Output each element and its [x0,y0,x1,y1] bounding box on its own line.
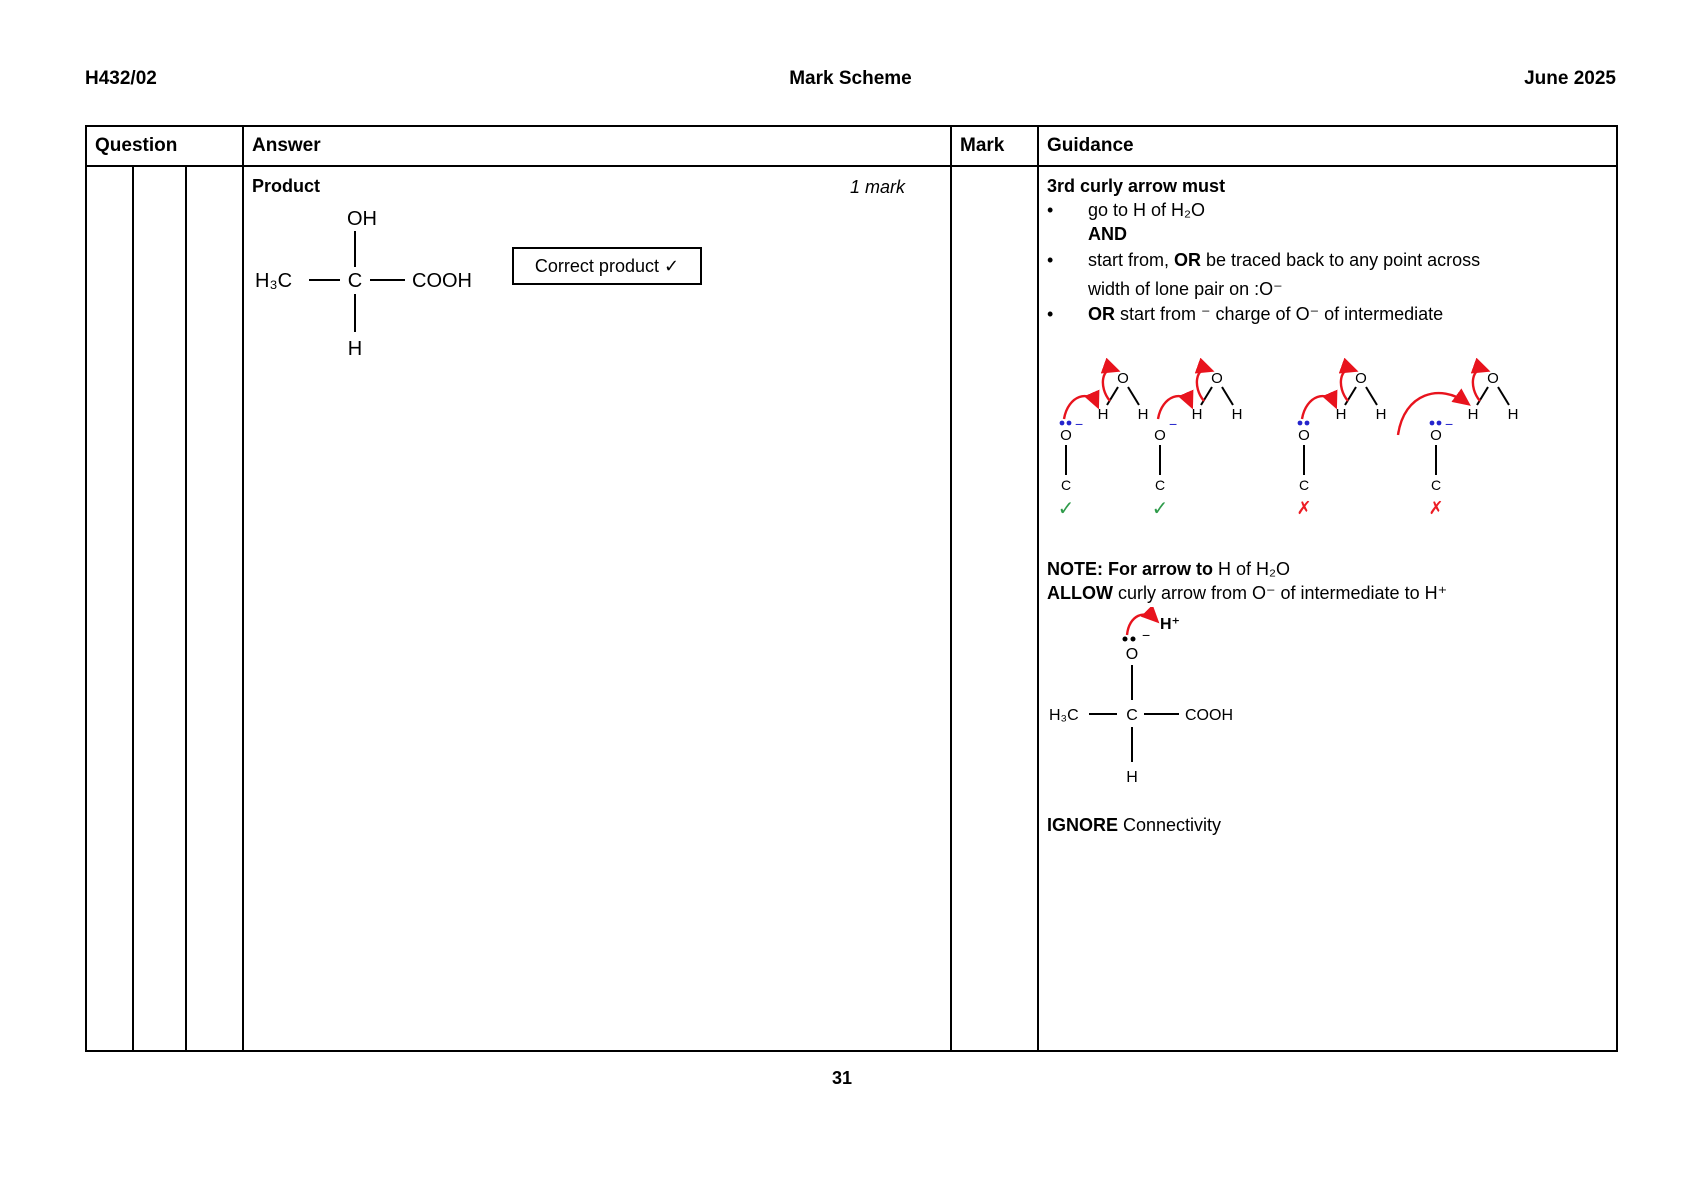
atom-H-label: H [1335,406,1347,423]
answer-mark-note: 1 mark [849,177,905,197]
col-header-guidance: Guidance [1038,126,1617,166]
mechanism-example-1 [1058,369,1149,520]
mark-scheme-table [85,125,1618,1052]
col-header-question: Question [86,126,243,166]
mechanism-example-4 [1398,369,1518,518]
curly-arrow-examples-diagram [1042,337,1607,522]
atom-O-label: O [1154,427,1166,444]
atom-O-label: O [1487,370,1499,387]
curly-arrow [1197,369,1210,401]
atom-H-label: H [1231,406,1243,423]
answer-product-label: Product [252,176,321,196]
question-subpart-cell [186,166,243,1051]
atom-h-label: H [1126,769,1138,786]
curly-arrow [1302,396,1335,419]
bond-line [1366,387,1377,405]
lone-pair-dot [1067,421,1072,426]
atom-H-label: H [1467,406,1479,423]
bullet-glyph: • [1047,304,1054,324]
atom-cooh-label: COOH [412,270,472,292]
guidance-bullet-2 [1047,250,1480,271]
correct-product-box [512,247,702,285]
atom-cooh-label: COOH [1185,707,1233,724]
atom-C-label: C [1060,477,1072,493]
guidance-bullet-2-text: start from, OR be traced back to any point across [1088,250,1481,270]
bond-line [1498,387,1509,405]
bond-line [1128,387,1139,405]
allowed-intermediate-diagram [1047,607,1317,807]
lone-pair-dot [1060,421,1065,426]
bond-line [1345,387,1356,405]
correct-product-box-label: Correct product ✓ [534,255,680,276]
atom-O-label: O [1211,370,1223,387]
product-structure-diagram [252,197,732,437]
atom-H-label: H [1097,406,1109,423]
curly-arrow [1103,369,1116,401]
guidance-note-line: NOTE: For arrow to H of H₂O [1047,559,1291,579]
guidance-cell [1038,166,1617,1051]
atom-h3c-label: H₃C [1049,707,1079,724]
question-number-cell [86,166,133,1051]
doc-header [85,68,1616,92]
guidance-bullet-3-text: OR start from ⁻ charge of O⁻ of intermediate [1088,304,1444,324]
mechanism-example-2 [1152,369,1243,520]
bond-line [1477,387,1488,405]
atom-O-label: O [1430,427,1442,444]
guidance-ignore-line: IGNORE Connectivity [1047,815,1222,835]
question-part-cell [133,166,186,1051]
minus-charge: − [1142,627,1151,643]
curly-arrow [1473,369,1486,401]
atom-O-label: O [1298,427,1310,444]
verdict-cross: ✗ [1428,498,1444,518]
verdict-cross: ✗ [1296,498,1312,518]
lone-pair-dot [1437,421,1442,426]
guidance-bullet-1 [1047,200,1205,221]
bond-line [1107,387,1118,405]
bond-line [1222,387,1233,405]
atom-C-label: C [1154,477,1166,493]
atom-O-label: O [1355,370,1367,387]
minus-charge: − [1169,416,1178,432]
minus-charge: − [1445,416,1454,432]
answer-cell [243,166,951,1051]
col-header-mark: Mark [951,126,1038,166]
lone-pair-dot [1123,637,1128,642]
atom-h3c-label: H₃C [255,270,293,292]
bond-line [1201,387,1212,405]
atom-c-label: C [347,270,363,292]
atom-H-label: H [1507,406,1519,423]
lone-pair-dot [1430,421,1435,426]
doc-code: H432/02 [85,68,157,89]
atom-C-label: C [1298,477,1310,493]
lone-pair-dot [1131,637,1136,642]
verdict-check: ✓ [1151,498,1169,520]
atom-O-label: O [1117,370,1129,387]
atom-H-label: H [1137,406,1149,423]
bullet-glyph: • [1047,250,1054,270]
atom-H-label: H [1191,406,1203,423]
doc-title: Mark Scheme [789,68,912,89]
atom-oh-label: OH [347,208,377,230]
guidance-bullet-3 [1047,304,1443,325]
minus-charge: − [1075,416,1084,432]
atom-c-label: C [1126,707,1138,724]
atom-O-label: O [1125,646,1139,663]
table-body-row [86,166,1617,1051]
atom-H-label: H [1375,406,1387,423]
mark-cell [951,166,1038,1051]
table-header-row [86,126,1617,166]
guidance-bullet-1-text: go to H of H₂O [1088,200,1206,220]
page-number: 31 [831,1068,853,1088]
h-plus-label: H⁺ [1160,616,1180,633]
guidance-heading: 3rd curly arrow must [1047,176,1226,196]
curly-arrow [1341,369,1354,401]
guidance-and: AND [1088,224,1127,244]
verdict-check: ✓ [1057,498,1075,520]
col-header-answer: Answer [243,126,951,166]
lone-pair-dot [1305,421,1310,426]
mechanism-example-3 [1296,369,1386,518]
lone-pair-dot [1298,421,1303,426]
atom-h-label: H [347,338,363,360]
doc-date: June 2025 [1524,68,1616,89]
bullet-glyph: • [1047,200,1054,220]
atom-O-label: O [1060,427,1072,444]
atom-C-label: C [1430,477,1442,493]
guidance-bullet-2-line2: width of lone pair on :O⁻ [1088,279,1283,299]
guidance-allow-line: ALLOW curly arrow from O⁻ of intermediate to H⁺ [1047,583,1448,603]
